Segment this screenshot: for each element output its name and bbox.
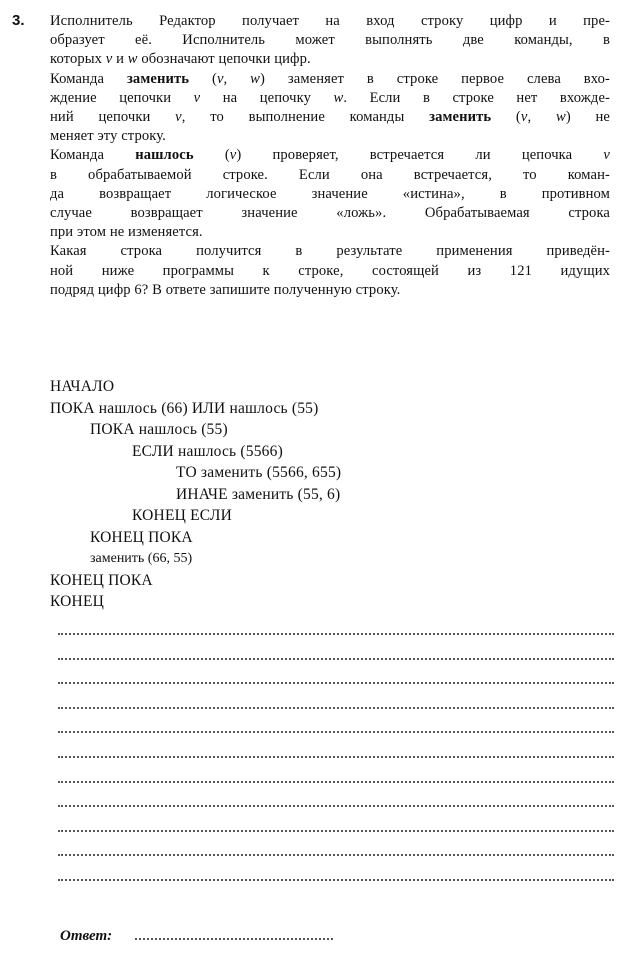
statement-line: Какая строка получится в результате применения приведён-	[50, 243, 610, 260]
answer-line[interactable]	[58, 854, 614, 856]
statement-line: подряд цифр 6? В ответе запишите полученную строку.	[50, 281, 401, 298]
program-listing	[50, 376, 341, 613]
statement-line: ной ниже программы к строке, состоящей из 121 идущих	[50, 262, 610, 279]
answer-line[interactable]	[58, 731, 614, 733]
task-number: 3.	[12, 12, 25, 29]
answer-label: Ответ:	[60, 928, 113, 944]
statement-line: случае возвращает значение «ложь». Обрабатываемая строка	[50, 205, 610, 222]
statement-line: при этом не изменяется.	[50, 224, 203, 241]
program-line: ПОКА нашлось (66) ИЛИ нашлось (55)	[50, 399, 319, 417]
program-line: ПОКА нашлось (55)	[90, 421, 228, 438]
answer-line[interactable]	[58, 707, 614, 709]
statement-line: Команда заменить (v, w) заменяет в строке первое слева вхо-	[50, 70, 610, 87]
program-line: ЕСЛИ нашлось (5566)	[132, 442, 283, 460]
program-line: КОНЕЦ	[50, 593, 105, 610]
task-statement	[50, 12, 610, 300]
statement-line: образует её. Исполнитель может выполнять две команды, в	[50, 32, 610, 49]
answer-line[interactable]	[58, 658, 614, 660]
answer-input-line[interactable]	[135, 938, 333, 940]
program-line: ТО заменить (5566, 655)	[176, 464, 342, 481]
statement-line: Команда нашлось (v) проверяет, встречается ли цепочка v	[50, 147, 610, 164]
answer-line[interactable]	[58, 805, 614, 807]
statement-line: в обрабатываемой строке. Если она встречается, то коман-	[50, 166, 610, 183]
program-line: ИНАЧЕ заменить (55, 6)	[176, 485, 341, 503]
program-line: НАЧАЛО	[50, 378, 115, 395]
statement-line: Исполнитель Редактор получает на вход строку цифр и пре-	[50, 13, 610, 29]
answer-line[interactable]	[58, 633, 614, 635]
statement-line: меняет эту строку.	[50, 128, 166, 145]
program-line: КОНЕЦ ПОКА	[90, 528, 193, 546]
answer-line[interactable]	[58, 756, 614, 758]
program-line: КОНЕЦ ЕСЛИ	[132, 507, 233, 524]
statement-line: да возвращает логическое значение «истина», в противном	[50, 185, 610, 202]
answer-workspace[interactable]	[58, 633, 614, 904]
answer-line[interactable]	[58, 781, 614, 783]
answer-line[interactable]	[58, 879, 614, 881]
program-line: заменить (66, 55)	[90, 551, 193, 566]
program-line: КОНЕЦ ПОКА	[50, 571, 153, 589]
statement-line: ждение цепочки v на цепочку w. Если в строке нет вхожде-	[50, 89, 610, 106]
answer-line[interactable]	[58, 682, 614, 684]
statement-line: ний цепочки v, то выполнение команды заменить (v, w) не	[50, 109, 610, 126]
answer-line[interactable]	[58, 830, 614, 832]
statement-line: которых v и w обозначают цепочки цифр.	[50, 51, 311, 68]
